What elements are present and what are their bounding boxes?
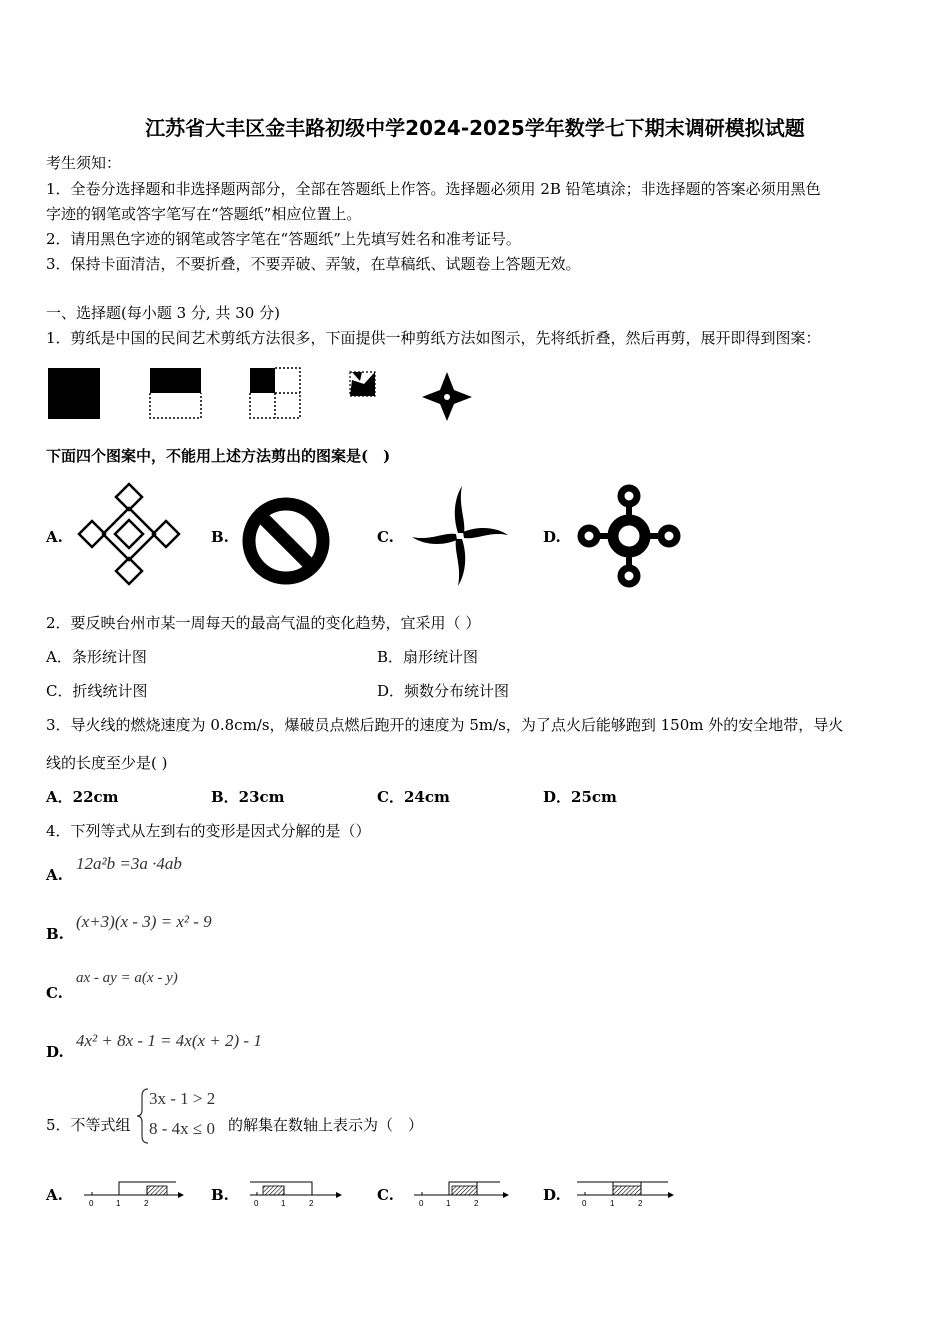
q3-stem-line-2: 线的长度至少是( )	[46, 754, 168, 772]
q1-stem: 1．剪纸是中国的民间艺术剪纸方法很多，下面提供一种剪纸方法如图示，先将纸折叠，然后再剪，展开即得到图案：	[46, 329, 821, 347]
notice-heading: 考生须知：	[46, 154, 122, 172]
number-line-b-tick-0: 0	[254, 1199, 259, 1208]
q5-prefix: 5．不等式组	[46, 1116, 131, 1134]
q1-ask: 下面四个图案中，不能用上述方法剪出的图案是( )	[46, 447, 391, 465]
number-line-d	[577, 1182, 674, 1208]
number-line-d-tick-0: 0	[582, 1199, 587, 1208]
q3-option-c[interactable]: C．24cm	[377, 788, 450, 806]
number-line-d-tick-1: 1	[610, 1199, 615, 1208]
q5-option-a-label[interactable]: A.	[46, 1186, 63, 1204]
q2-option-b[interactable]: B．扇形统计图	[377, 648, 479, 666]
number-line-c	[414, 1182, 509, 1208]
q5-option-d-label[interactable]: D.	[543, 1186, 561, 1204]
q1-option-a-label[interactable]: A.	[46, 528, 63, 546]
q3-stem-line-1: 3．导火线的燃烧速度为 0.8cm/s，爆破员点燃后跑开的速度为 5m/s，为了点火后能够跑到 150m 外的安全地带，导火	[46, 716, 844, 734]
q2-stem: 2．要反映台州市某一周每天的最高气温的变化趋势，宜采用（ ）	[46, 614, 481, 632]
q4-stem: 4．下列等式从左到右的变形是因式分解的是（）	[46, 822, 371, 840]
number-line-a-tick-2: 2	[144, 1199, 149, 1208]
q5-option-c-label[interactable]: C.	[377, 1186, 394, 1204]
page-title: 江苏省大丰区金丰路初级中学2024-2025学年数学七下期末调研模拟试题	[145, 116, 805, 140]
q4-option-b-expression: (x+3)(x - 3) = x² - 9	[76, 912, 212, 931]
number-line-c-tick-2: 2	[474, 1199, 479, 1208]
notice-line-1b: 字迹的钢笔或答字笔写在“答题纸”相应位置上。	[46, 205, 362, 223]
number-line-d-tick-2: 2	[638, 1199, 643, 1208]
q5-suffix: 的解集在数轴上表示为（ ）	[228, 1116, 424, 1134]
number-line-b	[250, 1182, 342, 1208]
q5-inequality-1: 3x - 1 > 2	[149, 1089, 216, 1108]
number-line-c-tick-1: 1	[446, 1199, 451, 1208]
notice-line-1a: 1．全卷分选择题和非选择题两部分，全部在答题纸上作答。选择题必须用 2B 铅笔填涂；非选择题的答案必须用黑色	[46, 180, 821, 198]
q3-option-d[interactable]: D．25cm	[543, 788, 617, 806]
q2-option-c[interactable]: C．折线统计图	[46, 682, 148, 700]
q3-option-b[interactable]: B．23cm	[211, 788, 285, 806]
q2-option-d[interactable]: D．频数分布统计图	[377, 682, 510, 700]
number-line-b-tick-1: 1	[281, 1199, 286, 1208]
notice-line-2: 2．请用黑色字迹的钢笔或答字笔在“答题纸”上先填写姓名和准考证号。	[46, 230, 521, 248]
q3-option-a[interactable]: A．22cm	[46, 788, 119, 806]
q4-option-b-label[interactable]: B.	[46, 925, 64, 943]
number-line-a-tick-0: 0	[89, 1199, 94, 1208]
q2-option-a[interactable]: A．条形统计图	[46, 648, 147, 666]
number-line-b-tick-2: 2	[309, 1199, 314, 1208]
q4-option-d-label[interactable]: D.	[46, 1043, 64, 1061]
number-line-a-tick-1: 1	[116, 1199, 121, 1208]
notice-line-3: 3．保持卡面清洁，不要折叠，不要弄破、弄皱，在草稿纸、试题卷上答题无效。	[46, 255, 581, 273]
section-heading: 一、选择题(每小题 3 分, 共 30 分)	[46, 304, 280, 322]
q4-option-a-expression: 12a²b =3a ·4ab	[76, 854, 182, 873]
number-line-a	[84, 1182, 184, 1208]
q4-option-d-expression: 4x² + 8x - 1 = 4x(x + 2) - 1	[76, 1031, 262, 1050]
number-line-c-tick-0: 0	[419, 1199, 424, 1208]
q1-option-c-label[interactable]: C.	[377, 528, 394, 546]
q4-option-c-label[interactable]: C.	[46, 984, 63, 1002]
q4-option-a-label[interactable]: A.	[46, 866, 63, 884]
q1-option-b-label[interactable]: B.	[211, 528, 229, 546]
q1-option-d-label[interactable]: D.	[543, 528, 561, 546]
q5-inequality-2: 8 - 4x ≤ 0	[149, 1119, 215, 1138]
q4-option-c-expression: ax - ay = a(x - y)	[76, 970, 178, 986]
q5-option-b-label[interactable]: B.	[211, 1186, 229, 1204]
